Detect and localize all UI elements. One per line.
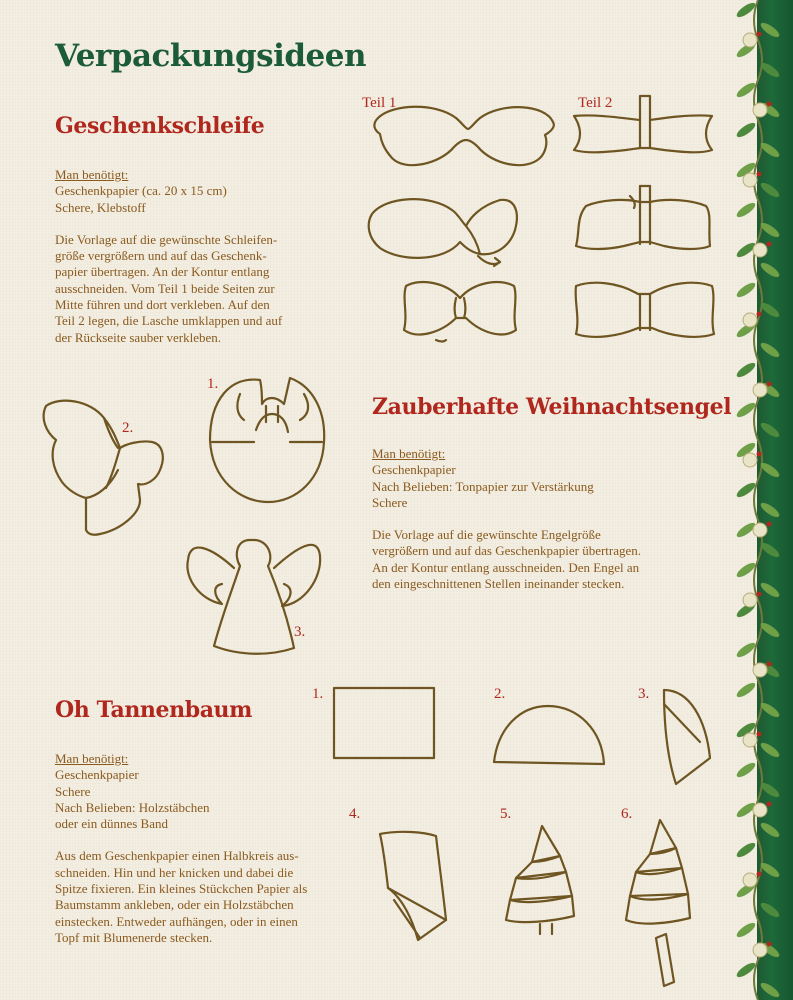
tree-step-5-label: 5.	[500, 806, 512, 822]
garland-leaf	[759, 260, 782, 279]
garland-leaf	[759, 340, 782, 359]
garland-blossom	[743, 313, 757, 327]
label-teil-1: Teil 1	[362, 95, 397, 111]
engel-instruction: vergrößern und auf das Geschenkpapier übertragen.	[372, 543, 642, 559]
garland-leaf	[759, 180, 782, 199]
garland-blossom	[753, 383, 767, 397]
tree-step-1-label: 1.	[312, 686, 324, 702]
schleife-need-item: Schere, Klebstoff	[55, 199, 146, 215]
garland-leaf	[759, 900, 782, 919]
garland-blossom	[743, 593, 757, 607]
garland-leaf	[759, 620, 782, 639]
garland-berry	[767, 802, 772, 807]
tannenbaum-need-item: oder ein dünnes Band	[55, 816, 169, 832]
garland-berry	[767, 102, 772, 107]
garland-leaf	[759, 60, 782, 79]
engel-need-item: Nach Belieben: Tonpapier zur Verstärkung	[372, 478, 594, 494]
garland-leaf	[759, 700, 782, 719]
angel-step-3-label: 3.	[294, 624, 306, 640]
tree-step-2-label: 2.	[494, 686, 506, 702]
tannenbaum-instruction: Aus dem Geschenkpapier einen Halbkreis aus-	[55, 848, 299, 864]
garland-blossom	[743, 873, 757, 887]
engel-need-label: Man benötigt:	[372, 446, 446, 461]
garland-blossom	[753, 103, 767, 117]
garland-berry	[757, 312, 762, 317]
tannenbaum-need-item: Schere	[55, 783, 91, 799]
garland-leaf	[735, 280, 758, 299]
garland-berry	[757, 592, 762, 597]
garland-berry	[767, 522, 772, 527]
garland-leaf	[759, 500, 782, 519]
tree-step-6-label: 6.	[621, 806, 633, 822]
engel-need-item: Geschenkpapier	[372, 462, 456, 478]
garland-leaf	[759, 300, 782, 319]
garland-leaf	[735, 200, 758, 219]
section-title-engel: Zauberhafte Weihnachtsengel	[372, 394, 732, 420]
garland-leaf	[759, 20, 782, 39]
schleife-need-label: Man benötigt:	[55, 167, 129, 182]
schleife-instruction: der Rückseite sauber verkleben.	[55, 329, 222, 345]
garland-berry	[767, 942, 772, 947]
garland-blossom	[743, 33, 757, 47]
garland-blossom	[753, 243, 767, 257]
engel-text	[372, 446, 712, 592]
garland-blossom	[753, 943, 767, 957]
tannenbaum-need-item: Nach Belieben: Holzstäbchen	[55, 799, 210, 815]
garland-berry	[767, 662, 772, 667]
page-title: Verpackungsideen	[55, 38, 367, 74]
garland-berry	[757, 32, 762, 37]
garland-berry	[757, 732, 762, 737]
garland-blossom	[753, 523, 767, 537]
garland-leaf	[759, 220, 782, 239]
tree-step-3-label: 3.	[638, 686, 650, 702]
garland-decoration-icon	[718, 0, 793, 1000]
garland-leaf	[735, 360, 758, 379]
garland-berry	[767, 242, 772, 247]
angel-step-2-label: 2.	[122, 420, 134, 436]
tannenbaum-instruction: Spitze fixieren. Ein kleines Stückchen Papier als	[55, 881, 308, 897]
engel-instruction: den eingeschnittenen Stellen ineinander stecken.	[372, 576, 625, 592]
garland-leaf	[759, 820, 782, 839]
garland-leaf	[735, 920, 758, 939]
engel-need-item: Schere	[372, 494, 408, 510]
tannenbaum-instruction: Baumstamm ankleben, oder ein Holzstäbchen	[55, 897, 294, 913]
schleife-instruction: Teil 2 legen, die Lasche umklappen und auf	[55, 313, 283, 329]
garland-blossom	[753, 663, 767, 677]
garland-leaf	[759, 460, 782, 479]
angel-step-1-label: 1.	[207, 376, 219, 392]
tree-step-4-label: 4.	[349, 806, 361, 822]
garland-berry	[757, 452, 762, 457]
garland-berry	[757, 172, 762, 177]
schleife-instruction: papier übertragen. An der Kontur entlang	[55, 264, 270, 280]
garland-leaf	[759, 540, 782, 559]
schleife-instruction: ausschneiden. Vom Teil 1 beide Seiten zur	[55, 280, 275, 296]
garland-leaf	[759, 140, 782, 159]
engel-instruction: Die Vorlage auf die gewünschte Engelgröße	[372, 527, 601, 543]
garland-leaf	[759, 740, 782, 759]
tannenbaum-instruction: Topf mit Blumenerde stecken.	[55, 929, 213, 945]
tannenbaum-text	[55, 751, 345, 946]
garland-leaf	[759, 580, 782, 599]
tannenbaum-need-item: Geschenkpapier	[55, 767, 139, 783]
schleife-instruction: Mitte führen und dort verkleben. Auf den	[55, 297, 270, 313]
garland-leaf	[759, 860, 782, 879]
garland-berry	[767, 382, 772, 387]
tannenbaum-need-label: Man benötigt:	[55, 751, 129, 766]
schleife-instruction: Die Vorlage auf die gewünschte Schleifen-	[55, 231, 278, 247]
garland-leaf	[759, 980, 782, 999]
garland-leaf	[759, 780, 782, 799]
garland-berry	[757, 872, 762, 877]
garland-blossom	[743, 173, 757, 187]
section-title-schleife: Geschenkschleife	[55, 113, 265, 139]
garland-leaf	[735, 120, 758, 139]
garland-blossom	[753, 803, 767, 817]
garland-blossom	[743, 733, 757, 747]
garland-blossom	[743, 453, 757, 467]
section-title-tannenbaum: Oh Tannenbaum	[55, 697, 253, 723]
schleife-instruction: größe vergrößern und auf das Geschenk-	[55, 248, 267, 264]
tannenbaum-instruction: schneiden. Hin und her knicken und dabei die	[55, 864, 294, 880]
schleife-need-item: Geschenkpapier (ca. 20 x 15 cm)	[55, 183, 227, 199]
garland-leaf	[735, 840, 758, 859]
label-teil-2: Teil 2	[578, 95, 613, 111]
garland-leaf	[735, 760, 758, 779]
tannenbaum-instruction: einstecken. Entweder aufhängen, oder in einen	[55, 913, 298, 929]
engel-instruction: An der Kontur entlang ausschneiden. Den Engel an	[372, 559, 640, 575]
schleife-text	[55, 167, 340, 346]
garland-leaf	[735, 680, 758, 699]
garland-vine	[754, 0, 762, 1000]
garland-leaf	[759, 420, 782, 439]
